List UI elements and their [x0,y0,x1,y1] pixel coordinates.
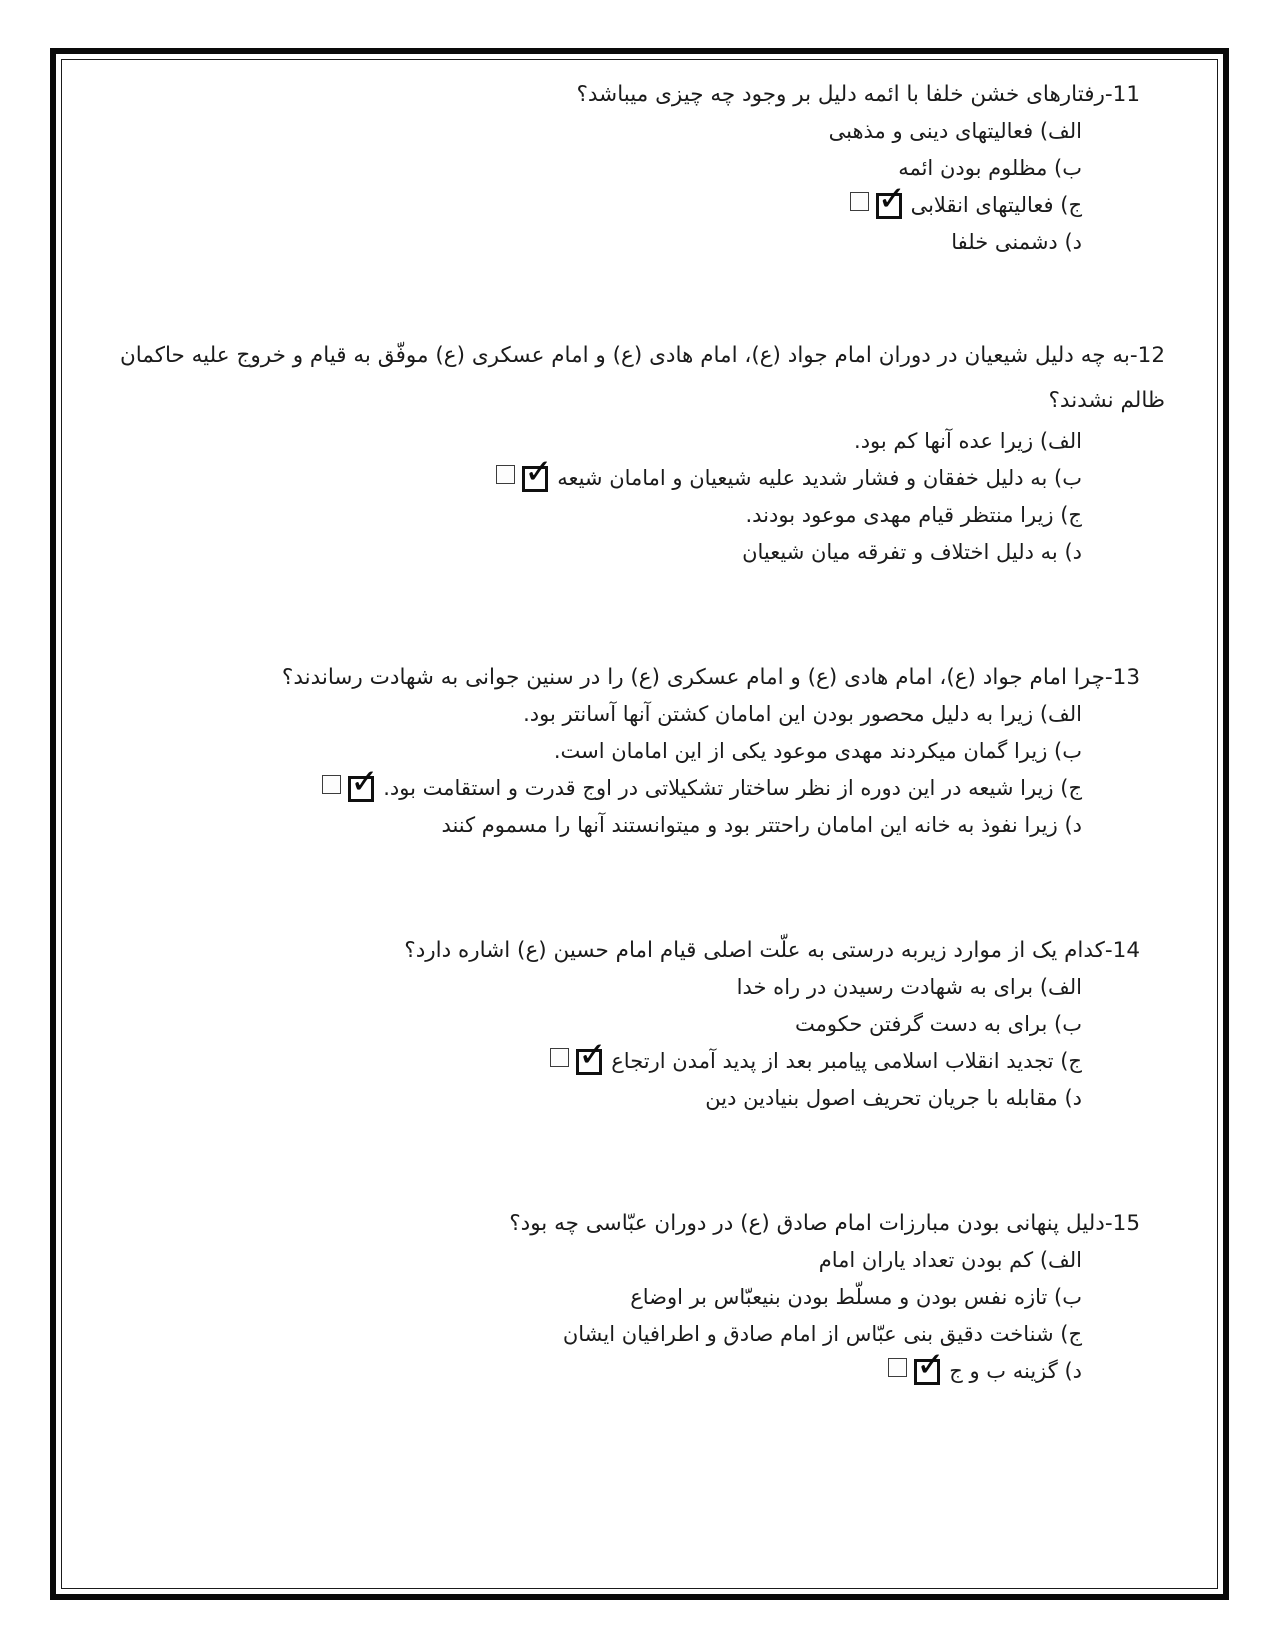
question-13 [100,659,1170,844]
check-mark-icon: ✓ [524,452,553,492]
checkbox-empty-icon [496,465,515,484]
option-label: الف) زیرا به دلیل محصور بودن این امامان کشتن آنها آسانتر بود. [523,702,1082,726]
question-11-option-d [100,224,1082,261]
question-13-option-a [100,696,1082,733]
option-label: الف) کم بودن تعداد یاران امام [818,1248,1082,1272]
question-13-option-c [100,762,1082,807]
question-14-option-d [100,1080,1082,1117]
question-11 [100,76,1170,261]
question-11-option-a [100,113,1082,150]
question-12-text: 12-به چه دلیل شیعیان در دوران امام جواد (ع)، امام هادی (ع) و امام عسکری (ع) موفّق به قیام و خروج علیه حاکمان ظالم نشدند؟ [119,343,1165,413]
question-14-text: 14-کدام یک از موارد زیربه درستی به علّت اصلی قیام امام حسین (ع) اشاره دارد؟ [404,938,1140,963]
checkbox-empty-icon [888,1358,907,1377]
checkbox-empty-icon [550,1048,569,1067]
checkbox-checked-icon [348,762,379,802]
question-13-option-b [100,733,1082,770]
question-12-option-d [100,534,1082,571]
option-label: ب) به دلیل خفقان و فشار شدید علیه شیعیان و امامان شیعه [557,466,1082,490]
question-12-option-b [100,452,1082,497]
question-14 [100,932,1170,1117]
option-label: ب) مظلوم بودن ائمه [898,156,1082,180]
question-15-option-a [100,1242,1082,1279]
option-label: د) دشمنی خلفا [951,230,1082,254]
option-label: د) گزینه ب و ج [949,1359,1082,1383]
checkbox-empty-icon [850,192,869,211]
question-13-text: 13-چرا امام جواد (ع)، امام هادی (ع) و امام عسکری (ع) را در سنین جوانی به شهادت رساندند؟ [281,665,1140,690]
option-label: ب) تازه نفس بودن و مسلّط بودن بنیعبّاس بر اوضاع [630,1285,1082,1309]
checkbox-checked-icon [876,179,907,219]
option-label: ج) فعالیتهای انقلابی [910,193,1082,217]
question-11-option-c [100,179,1082,224]
option-label: الف) برای به شهادت رسیدن در راه خدا [736,975,1082,999]
checkbox-empty-icon [322,775,341,794]
exam-content [100,76,1170,1478]
option-label: د) زیرا نفوذ به خانه این امامان راحتتر بود و میتوانستند آنها را مسموم کنند [441,813,1082,837]
check-mark-icon: ✓ [916,1345,945,1385]
option-label: ج) زیرا شیعه در این دوره از نظر ساختار تشکیلاتی در اوج قدرت و استقامت بود. [383,776,1082,800]
question-15-option-b [100,1279,1082,1316]
question-14-option-a [100,969,1082,1006]
question-14-option-c [100,1035,1082,1080]
question-12-option-c [100,497,1082,534]
option-label: د) مقابله با جریان تحریف اصول بنیادین دین [705,1086,1082,1110]
question-12 [100,333,1170,571]
option-label: ب) برای به دست گرفتن حکومت [795,1012,1082,1036]
option-label: ج) شناخت دقیق بنی عبّاس از امام صادق و اطرافیان ایشان [562,1322,1082,1346]
option-label: ج) زیرا منتظر قیام مهدی موعود بودند. [745,503,1082,527]
option-label: الف) فعالیتهای دینی و مذهبی [828,119,1082,143]
question-15-option-d [100,1345,1082,1390]
check-mark-icon: ✓ [578,1035,607,1075]
check-mark-icon: ✓ [350,762,379,802]
question-11-text: 11-رفتارهای خشن خلفا با ائمه دلیل بر وجود چه چیزی میباشد؟ [576,82,1140,107]
checkbox-checked-icon [914,1345,945,1385]
question-15 [100,1205,1170,1390]
check-mark-icon: ✓ [877,179,907,219]
question-11-option-b [100,150,1082,187]
option-label: ب) زیرا گمان میکردند مهدی موعود یکی از این امامان است. [553,739,1082,763]
option-label: الف) زیرا عده آنها کم بود. [854,429,1082,453]
checkbox-checked-icon [522,452,553,492]
question-13-option-d [100,807,1082,844]
option-label: ج) تجدید انقلاب اسلامی پیامبر بعد از پدید آمدن ارتجاع [611,1049,1082,1073]
question-15-text: 15-دلیل پنهانی بودن مبارزات امام صادق (ع) در دوران عبّاسی چه بود؟ [509,1211,1140,1236]
question-12-option-a [100,423,1082,460]
checkbox-checked-icon [576,1035,607,1075]
option-label: د) به دلیل اختلاف و تفرقه میان شیعیان [742,540,1082,564]
